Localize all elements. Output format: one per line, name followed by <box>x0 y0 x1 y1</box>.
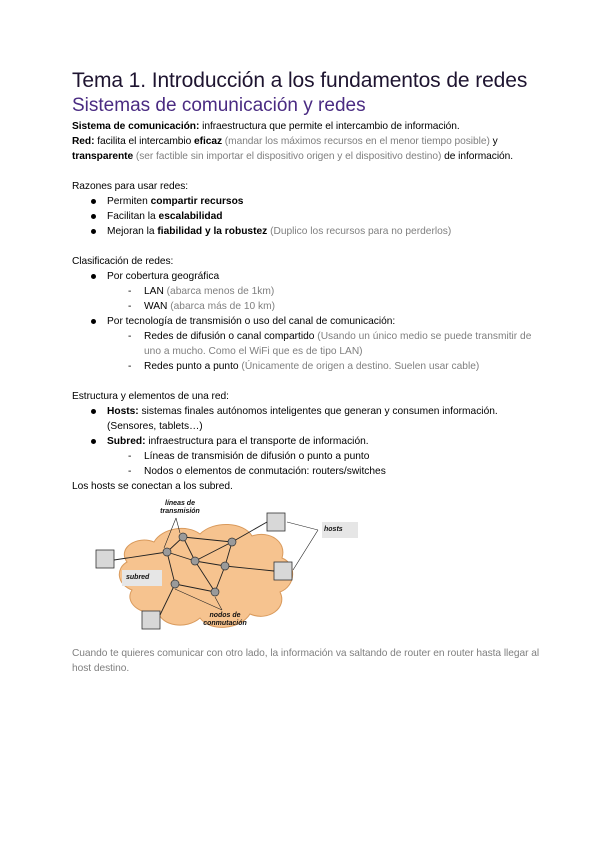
list-item <box>72 209 542 224</box>
item-bold: fiabilidad <box>157 226 203 237</box>
sub-list-item: - Nodos o elementos de conmutación: routers/switches <box>72 464 542 479</box>
document-page <box>72 68 542 676</box>
red-end: de información. <box>441 151 514 162</box>
subred-label: subred <box>126 574 150 581</box>
host-box <box>96 550 114 568</box>
item-text: Mejoran la <box>107 226 158 237</box>
item-text: sistemas finales autónomos inteligentes que generan y consumen información. (Sensores, tablets…) <box>107 406 498 432</box>
definition-term: Sistema de comunicación: <box>72 121 200 132</box>
red-y: y <box>492 136 498 147</box>
item-bold: Hosts: <box>107 406 139 417</box>
definition-text: infraestructura que permite el intercambio de información. <box>199 121 460 132</box>
item-text: LAN <box>144 286 164 297</box>
host-box <box>274 562 292 580</box>
host-box <box>142 611 160 629</box>
red-text: facilita el intercambio <box>94 136 194 147</box>
definition-paragraph <box>72 119 542 134</box>
clasificacion-list <box>72 269 542 374</box>
item-text: Redes de difusión o canal compartido <box>144 331 315 342</box>
list-item <box>72 224 542 239</box>
list-item <box>72 434 542 449</box>
list-item: Por cobertura geográfica <box>72 269 542 284</box>
item-note: (Duplico los recursos para no perderlos) <box>267 226 452 237</box>
sub-list-item <box>72 329 542 359</box>
sub-list-item <box>72 359 542 374</box>
item-note: (abarca más de 10 km) <box>167 301 275 312</box>
sub-list-item: - Líneas de transmisión de difusión o punto a punto <box>72 449 542 464</box>
hosts-label: hosts <box>324 526 343 533</box>
red-note-1: (mandar los máximos recursos en el menor tiempo posible) <box>222 136 493 147</box>
item-note: (Únicamente de origen a destino. Suelen usar cable) <box>238 361 480 372</box>
list-item <box>72 194 542 209</box>
razones-heading: Razones para usar redes: <box>72 181 189 192</box>
item-text: infraestructura para el transporte de información. <box>145 436 369 447</box>
footer-text: Cuando te quieres comunicar con otro lado, la información va saltando de router en router hasta llegar al host destino. <box>72 648 540 674</box>
item-bold: Subred: <box>107 436 146 447</box>
estructura-list <box>72 404 542 479</box>
network-diagram <box>82 500 382 640</box>
list-item: Por tecnología de transmisión o uso del canal de comunicación: <box>72 314 542 329</box>
sub-list-item <box>72 299 542 314</box>
item-text: Permiten <box>107 196 151 207</box>
closing-text: Los hosts se conectan a los subred. <box>72 481 233 492</box>
razones-list <box>72 194 542 239</box>
section-heading: Sistemas de comunicación y redes <box>72 95 366 116</box>
estructura-heading: Estructura y elementos de una red: <box>72 391 229 402</box>
item-bold: escalabilidad <box>158 211 223 222</box>
red-paragraph <box>72 134 542 164</box>
list-item <box>72 404 542 434</box>
item-text: Facilitan la <box>107 211 159 222</box>
lineas-label: líneas de transmisión <box>160 500 200 515</box>
item-note: (abarca menos de 1km) <box>163 286 275 297</box>
red-note-2: (ser factible sin importar el dispositivo origen y el dispositivo destino) <box>133 151 442 162</box>
red-term: Red: <box>72 136 95 147</box>
item-bold: compartir recursos <box>150 196 244 207</box>
item-bold: robustez <box>224 226 268 237</box>
nodos-label: nodos de conmutación <box>203 612 247 627</box>
host-box <box>267 513 285 531</box>
sub-list-item <box>72 284 542 299</box>
red-eficaz: eficaz <box>194 136 223 147</box>
item-text: y la <box>202 226 225 237</box>
red-transparente: transparente <box>72 151 134 162</box>
item-text: WAN <box>144 301 168 312</box>
page-title: Tema 1. Introducción a los fundamentos de redes <box>72 69 528 92</box>
item-text: Redes punto a punto <box>144 361 239 372</box>
item-note: (Usando un único medio se puede transmitir de uno a mucho. Como el WiFi que es de tipo LAN) <box>144 331 532 357</box>
clasificacion-heading: Clasificación de redes: <box>72 256 174 267</box>
